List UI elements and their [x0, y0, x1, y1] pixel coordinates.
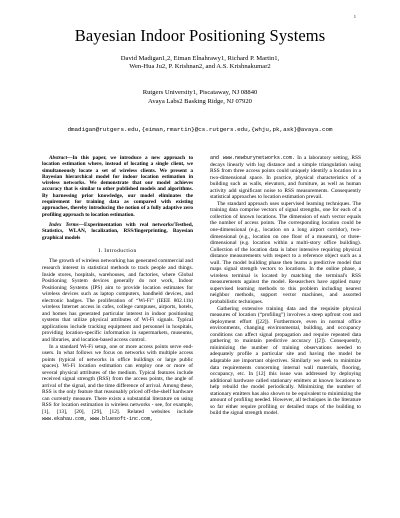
index-terms-lead: Index Terms	[49, 221, 79, 228]
affiliation-avaya: Avaya Labs2 Basking Ridge, NJ 07920	[148, 98, 252, 105]
abstract-text: —In this paper, we introduce a new approach to location estimation where, instead of locating a single client, we simultaneously locate a set of wireless clients. We present a Bayesian hierarchical model for indoor location estimation in wireless networks. We demonstrate that our model achieves accuracy that is similar to other published models and algorithms. By harnessing prior knowledge, our model eliminates the requirement for training data as compared with existing approaches, thereby introducing the notion of a fully adaptive zero profiling approach to location estimation.	[42, 155, 193, 218]
abstract-lead: Abstract	[49, 155, 68, 161]
page-number: 1	[353, 14, 356, 19]
right-paragraph-2: The standard approach uses supervised learning techniques. The training data comprise vectors of signal strengths, one for each of a collection of known locations. The dimension of each vector equals the number of access points. The corresponding location could be one-dimensional (e.g., location on a long airport corridor), two-dimensional (e.g., location on one floor of a museum), or three-dimensional (e.g. location within a multi-story office building). Collection of the location data is labor intensive requiring physical distance measurements with respect to a reference object such as a wall. The model building phase then learns a predictive model that maps signal strength vectors to locations. In the online phase, a wireless terminal is located by matching the terminal's RSS measurements against the model. Researchers have applied many supervised learning methods to this problem including nearest neighbor methods, support vector machines, and assorted probabilistic techniques.	[210, 200, 361, 306]
right-paragraph-1-text: In a laboratory setting, RSS decays linearly with log distance and a simple triangulation using RSS from three access points could uniquely identify a location in a two-dimensional space. In practice, physical characteristics of a building such as walls, elevators, and furniture, as well as human activity add significant noise to RSS measurements. Consequently statistical approaches to location estimation prevail.	[210, 155, 362, 201]
author-names-line-2: Wen-Hua Ju2, P. Krishnan2, and A.S. Krishnakumar2	[129, 63, 271, 70]
right-column	[210, 155, 361, 417]
author-emails: dmadigan@rutgers.edu,{eiman,rmartin}@cs.rutgers.edu,{whju,pk,ask}@avaya.com	[67, 126, 333, 133]
abstract	[42, 155, 193, 218]
section-heading-introduction: I. Introduction	[98, 247, 137, 254]
affiliation-rutgers: Rutgers University1, Piscataway, NJ 08840	[142, 89, 258, 96]
intro-paragraph-2	[42, 344, 193, 423]
left-column	[42, 155, 193, 422]
index-terms	[42, 222, 193, 241]
right-paragraph-1	[210, 155, 361, 201]
newbury-link[interactable]: and www.newburynetworks.com.	[210, 155, 295, 161]
right-paragraph-3: Gathering extensive training data and the requisite physical measures of location (“profiling”) involves a steep upfront cost and deployment effort ([22]). Furthermore, even in normal office environments, changing environmental, building, and occupancy conditions can affect signal propagation and require repeated data gathering to maintain predictive accuracy ([2]). Consequently, minimizing the number of training observations needed to adequately profile a particular site and having the model be adaptable are important objectives. Similarly we seek to minimize data requirements concerning internal wall materials, flooring, occupancy, etc. In [12] this issue was addressed by deploying additional hardware called stationary emitters at known locations to help rebuild the model periodically. Minimizing the number of stationary emitters has also shown to be equivalent to minimizing the amount of profiling needed. However, all techniques in the literature so far either require profiling or detailed maps of the building to build the signal strength model.	[210, 305, 361, 417]
index-terms-text: —Experimentation with real networks/Testbed, Statistics, WLAN, localization, RSS/fingerprinting, Bayesian graphical models	[42, 221, 193, 241]
paper-title: Bayesian Indoor Positioning Systems	[74, 26, 326, 45]
intro-paragraph-1: The growth of wireless networking has generated commercial and research interest in statistical methods to track people and things. Inside stores, hospitals, warehouses, and factories, where Global Positioning System devices generally do not work, Indoor Positioning Systems (IPS) aim to provide location estimates for wireless devices such as laptop computers, handheld devices, and electronic badges. The proliferation of “Wi-Fi” (IEEE 802.11b) wireless Internet access in cafes, college campuses, airports, hotels, and homes has generated particular interest in indoor positioning systems that utilize physical attributes of Wi-Fi signals. Typical applications include tracking equipment and personnel in hospitals, providing location-specific information in supermarkets, museums, and libraries, and location-based access control.	[42, 258, 193, 343]
intro-website-links[interactable]: www.ekahau.com, www.bluesoft-inc.com,	[42, 415, 154, 422]
intro-paragraph-2-text: In a standard Wi-Fi setup, one or more access points serve end-users. In what follows we focus on networks with multiple access points (typical of networks in office buildings or large public spaces). Wi-Fi location estimation can employ one or more of several physical attributes of the medium. Typical features include received signal strength (RSS) from the access points, the angle of arrival of the signal, and the time difference of arrival. Among these, RSS is the only feature that reasonably priced off-the-shelf hardware can currently measure. There exists a substantial literature on using RSS for location estimation in wireless networks - see, for example, [1], [13], [20], [29], [12]. Related websites include	[42, 343, 193, 415]
author-names-line-1: David Madigan1,2, Eiman Elnahrawy1, Richard P. Martin1,	[120, 55, 280, 62]
